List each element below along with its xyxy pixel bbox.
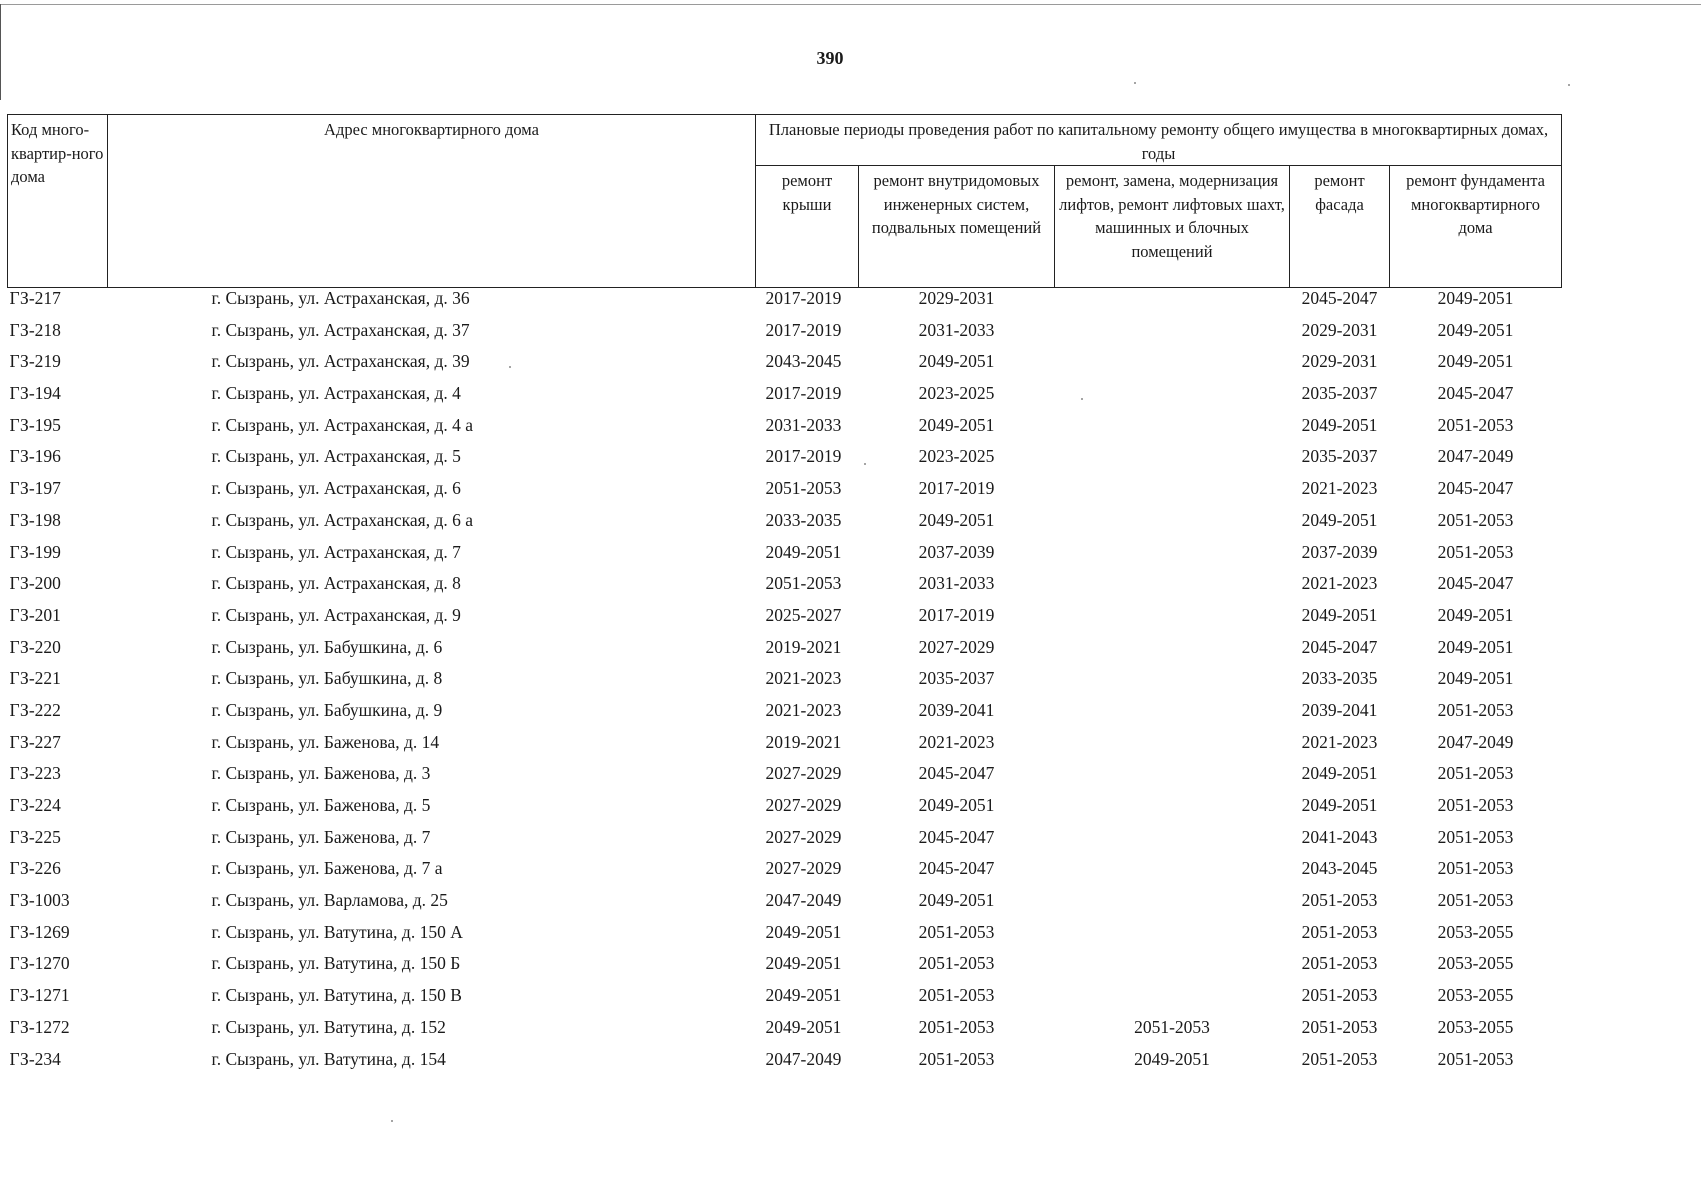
cell-roof: 2027-2029 [765,795,842,815]
cell-systems: 2017-2019 [918,604,995,625]
cell-foundation: 2045-2047 [1437,573,1514,594]
cell-roof: 2017-2019 [765,383,842,404]
cell-code: ГЗ-195 [9,414,61,435]
cell-facade: 2021-2023 [1301,573,1378,594]
cell-facade: 2051-2053 [1301,890,1378,911]
table-row [8,351,1562,383]
cell-systems: 2021-2023 [918,731,995,752]
table-row [8,320,1562,352]
cell-systems: 2031-2033 [918,319,995,340]
table-row [8,668,1562,700]
cell-roof: 2017-2019 [765,319,842,340]
cell-lifts [1055,827,1290,859]
cell-code: ГЗ-199 [9,541,61,562]
header-code: Код много-квартир-ного дома [8,115,108,288]
scan-speck [1081,398,1083,400]
cell-foundation: 2045-2047 [1437,478,1514,499]
cell-facade: 2035-2037 [1301,383,1378,404]
page-number: 390 [816,48,844,68]
table-row [8,510,1562,542]
cell-roof: 2021-2023 [765,699,842,720]
cell-lifts: 2051-2053 [1134,1016,1210,1037]
cell-roof: 2049-2051 [765,985,842,1006]
cell-systems: 2049-2051 [918,351,995,372]
header-planned-periods: Плановые периоды проведения работ по капитальному ремонту общего имущества в многоквартирных домах, годы [756,115,1562,166]
cell-systems: 2049-2051 [918,414,995,435]
cell-code: ГЗ-197 [9,478,61,499]
cell-roof: 2027-2029 [765,763,842,784]
cell-lifts [1055,890,1290,922]
cell-address: г. Сызрань, ул. Баженова, д. 14 [211,731,440,752]
scan-speck [509,366,511,368]
cell-foundation: 2051-2053 [1437,890,1514,911]
cell-facade: 2049-2051 [1301,795,1378,815]
table-row [8,415,1562,447]
header-address: Адрес многоквартирного дома [108,115,756,288]
cell-systems: 2035-2037 [918,668,995,689]
cell-code: ГЗ-217 [9,288,61,308]
cell-lifts [1055,637,1290,669]
cell-facade: 2021-2023 [1301,731,1378,752]
cell-facade: 2049-2051 [1301,509,1378,530]
cell-facade: 2045-2047 [1301,288,1378,308]
table-row [8,858,1562,890]
scan-speck [1568,84,1570,86]
cell-address: г. Сызрань, ул. Ватутина, д. 150 В [211,985,462,1006]
cell-foundation: 2045-2047 [1437,383,1514,404]
cell-foundation: 2049-2051 [1437,319,1514,340]
cell-roof: 2049-2051 [765,953,842,974]
table-body [8,288,1562,1081]
cell-code: ГЗ-219 [9,351,61,372]
cell-systems: 2037-2039 [918,541,995,562]
cell-systems: 2023-2025 [918,446,995,467]
cell-facade: 2033-2035 [1301,668,1378,689]
cell-roof: 2021-2023 [765,668,842,689]
cell-code: ГЗ-224 [9,795,61,815]
cell-code: ГЗ-201 [9,604,61,625]
cell-systems: 2031-2033 [918,573,995,594]
cell-address: г. Сызрань, ул. Астраханская, д. 7 [211,541,461,562]
cell-foundation: 2053-2055 [1437,985,1514,1006]
cell-address: г. Сызрань, ул. Бабушкина, д. 9 [211,699,443,720]
cell-facade: 2041-2043 [1301,826,1378,847]
table-row [8,446,1562,478]
header-engineering-systems: ремонт внутридомовых инженерных систем, подвальных помещений [859,166,1055,288]
cell-address: г. Сызрань, ул. Бабушкина, д. 8 [211,668,443,689]
cell-code: ГЗ-1272 [9,1016,70,1037]
cell-foundation: 2053-2055 [1437,953,1514,974]
table-header [8,115,1562,288]
cell-foundation: 2053-2055 [1437,1016,1514,1037]
table-row [8,605,1562,637]
cell-lifts [1055,953,1290,985]
cell-code: ГЗ-200 [9,573,61,594]
cell-foundation: 2051-2053 [1437,858,1514,879]
cell-systems: 2051-2053 [918,921,995,942]
cell-roof: 2049-2051 [765,921,842,942]
table-row [8,985,1562,1017]
scan-speck [1134,82,1136,84]
cell-address: г. Сызрань, ул. Баженова, д. 7 а [211,858,443,879]
cell-roof: 2017-2019 [765,288,842,308]
cell-address: г. Сызрань, ул. Баженова, д. 3 [211,763,431,784]
cell-foundation: 2051-2053 [1437,826,1514,847]
cell-lifts [1055,700,1290,732]
cell-address: г. Сызрань, ул. Бабушкина, д. 6 [211,636,443,657]
cell-foundation: 2051-2053 [1437,795,1514,815]
cell-code: ГЗ-222 [9,699,61,720]
table-row [8,383,1562,415]
cell-foundation: 2051-2053 [1437,1048,1514,1069]
cell-roof: 2051-2053 [765,478,842,499]
cell-systems: 2049-2051 [918,509,995,530]
cell-code: ГЗ-1269 [9,921,70,942]
cell-roof: 2019-2021 [765,636,842,657]
table-row [8,573,1562,605]
cell-roof: 2043-2045 [765,351,842,372]
cell-facade: 2045-2047 [1301,636,1378,657]
cell-address: г. Сызрань, ул. Ватутина, д. 154 [211,1048,446,1069]
cell-address: г. Сызрань, ул. Ватутина, д. 150 Б [211,953,461,974]
cell-roof: 2047-2049 [765,1048,842,1069]
cell-foundation: 2049-2051 [1437,668,1514,689]
cell-foundation: 2051-2053 [1437,509,1514,530]
cell-lifts [1055,763,1290,795]
cell-systems: 2039-2041 [918,699,995,720]
cell-address: г. Сызрань, ул. Астраханская, д. 5 [211,446,461,467]
table-row [8,542,1562,574]
cell-roof: 2049-2051 [765,541,842,562]
cell-address: г. Сызрань, ул. Ватутина, д. 152 [211,1016,446,1037]
cell-code: ГЗ-227 [9,731,61,752]
table-row [8,763,1562,795]
cell-lifts [1055,415,1290,447]
cell-foundation: 2047-2049 [1437,731,1514,752]
table-row [8,732,1562,764]
cell-lifts [1055,446,1290,478]
table-row [8,795,1562,827]
cell-roof: 2033-2035 [765,509,842,530]
cell-facade: 2049-2051 [1301,763,1378,784]
repair-schedule-table [7,114,1562,1080]
cell-lifts [1055,922,1290,954]
cell-foundation: 2049-2051 [1437,351,1514,372]
cell-facade: 2037-2039 [1301,541,1378,562]
cell-lifts [1055,542,1290,574]
cell-facade: 2029-2031 [1301,351,1378,372]
cell-address: г. Сызрань, ул. Астраханская, д. 36 [211,288,470,308]
table-row [8,953,1562,985]
cell-roof: 2031-2033 [765,414,842,435]
cell-code: ГЗ-198 [9,509,61,530]
header-roof: ремонт крыши [756,166,859,288]
repair-schedule-sheet [7,114,1561,1080]
cell-foundation: 2051-2053 [1437,541,1514,562]
cell-systems: 2045-2047 [918,826,995,847]
cell-code: ГЗ-1271 [9,985,70,1006]
scan-speck [391,1120,393,1122]
cell-code: ГЗ-196 [9,446,61,467]
cell-address: г. Сызрань, ул. Астраханская, д. 6 а [211,509,473,530]
cell-foundation: 2051-2053 [1437,414,1514,435]
table-row [8,922,1562,954]
cell-lifts [1055,478,1290,510]
cell-systems: 2017-2019 [918,478,995,499]
cell-facade: 2035-2037 [1301,446,1378,467]
cell-facade: 2051-2053 [1301,953,1378,974]
cell-lifts [1055,795,1290,827]
table-row [8,478,1562,510]
cell-code: ГЗ-1003 [9,890,70,911]
cell-systems: 2045-2047 [918,763,995,784]
cell-code: ГЗ-220 [9,636,61,657]
cell-lifts [1055,858,1290,890]
cell-foundation: 2047-2049 [1437,446,1514,467]
cell-foundation: 2053-2055 [1437,921,1514,942]
cell-address: г. Сызрань, ул. Варламова, д. 25 [211,890,448,911]
cell-address: г. Сызрань, ул. Астраханская, д. 8 [211,573,461,594]
cell-roof: 2049-2051 [765,1016,842,1037]
cell-address: г. Сызрань, ул. Астраханская, д. 37 [211,319,470,340]
cell-systems: 2049-2051 [918,890,995,911]
cell-facade: 2049-2051 [1301,414,1378,435]
cell-systems: 2051-2053 [918,985,995,1006]
cell-lifts [1055,732,1290,764]
cell-address: г. Сызрань, ул. Астраханская, д. 6 [211,478,461,499]
cell-systems: 2049-2051 [918,795,995,815]
table-row [8,1049,1562,1081]
cell-facade: 2039-2041 [1301,699,1378,720]
cell-foundation: 2051-2053 [1437,763,1514,784]
cell-code: ГЗ-218 [9,319,61,340]
table-row [8,288,1562,320]
cell-address: г. Сызрань, ул. Баженова, д. 5 [211,795,431,815]
cell-roof: 2019-2021 [765,731,842,752]
cell-address: г. Сызрань, ул. Астраханская, д. 4 [211,383,461,404]
table-row [8,700,1562,732]
cell-facade: 2051-2053 [1301,985,1378,1006]
cell-roof: 2047-2049 [765,890,842,911]
cell-facade: 2049-2051 [1301,604,1378,625]
scan-speck [864,463,866,465]
cell-lifts [1055,985,1290,1017]
header-foundation: ремонт фундамента многоквартирного дома [1390,166,1562,288]
cell-foundation: 2051-2053 [1437,699,1514,720]
cell-systems: 2045-2047 [918,858,995,879]
header-facade: ремонт фасада [1290,166,1390,288]
cell-systems: 2051-2053 [918,953,995,974]
cell-code: ГЗ-194 [9,383,61,404]
cell-facade: 2029-2031 [1301,319,1378,340]
table-row [8,1017,1562,1049]
cell-lifts [1055,605,1290,637]
cell-address: г. Сызрань, ул. Баженова, д. 7 [211,826,431,847]
cell-address: г. Сызрань, ул. Астраханская, д. 4 а [211,414,473,435]
cell-address: г. Сызрань, ул. Ватутина, д. 150 А [211,921,463,942]
cell-systems: 2051-2053 [918,1048,995,1069]
cell-roof: 2017-2019 [765,446,842,467]
cell-foundation: 2049-2051 [1437,604,1514,625]
cell-lifts [1055,573,1290,605]
cell-roof: 2027-2029 [765,858,842,879]
cell-systems: 2029-2031 [918,288,995,308]
cell-lifts [1055,351,1290,383]
cell-code: ГЗ-223 [9,763,61,784]
cell-roof: 2027-2029 [765,826,842,847]
cell-facade: 2051-2053 [1301,1016,1378,1037]
cell-systems: 2051-2053 [918,1016,995,1037]
cell-code: ГЗ-234 [9,1048,61,1069]
cell-code: ГЗ-225 [9,826,61,847]
cell-lifts [1055,510,1290,542]
cell-foundation: 2049-2051 [1437,636,1514,657]
table-row [8,637,1562,669]
cell-facade: 2051-2053 [1301,1048,1378,1069]
cell-foundation: 2049-2051 [1437,288,1514,308]
cell-roof: 2025-2027 [765,604,842,625]
cell-code: ГЗ-1270 [9,953,70,974]
cell-address: г. Сызрань, ул. Астраханская, д. 39 [211,351,470,372]
table-row [8,827,1562,859]
cell-systems: 2023-2025 [918,383,995,404]
cell-code: ГЗ-221 [9,668,61,689]
cell-code: ГЗ-226 [9,858,61,879]
header-lifts: ремонт, замена, модернизация лифтов, ремонт лифтовых шахт, машинных и блочных помещений [1055,166,1290,288]
cell-lifts [1055,383,1290,415]
cell-facade: 2021-2023 [1301,478,1378,499]
table-row [8,890,1562,922]
cell-lifts [1055,668,1290,700]
cell-roof: 2051-2053 [765,573,842,594]
cell-address: г. Сызрань, ул. Астраханская, д. 9 [211,604,461,625]
cell-facade: 2043-2045 [1301,858,1378,879]
cell-lifts [1055,320,1290,352]
cell-lifts: 2049-2051 [1134,1048,1210,1069]
cell-lifts [1055,288,1290,320]
scan-edge-top [0,4,1701,5]
cell-systems: 2027-2029 [918,636,995,657]
cell-facade: 2051-2053 [1301,921,1378,942]
